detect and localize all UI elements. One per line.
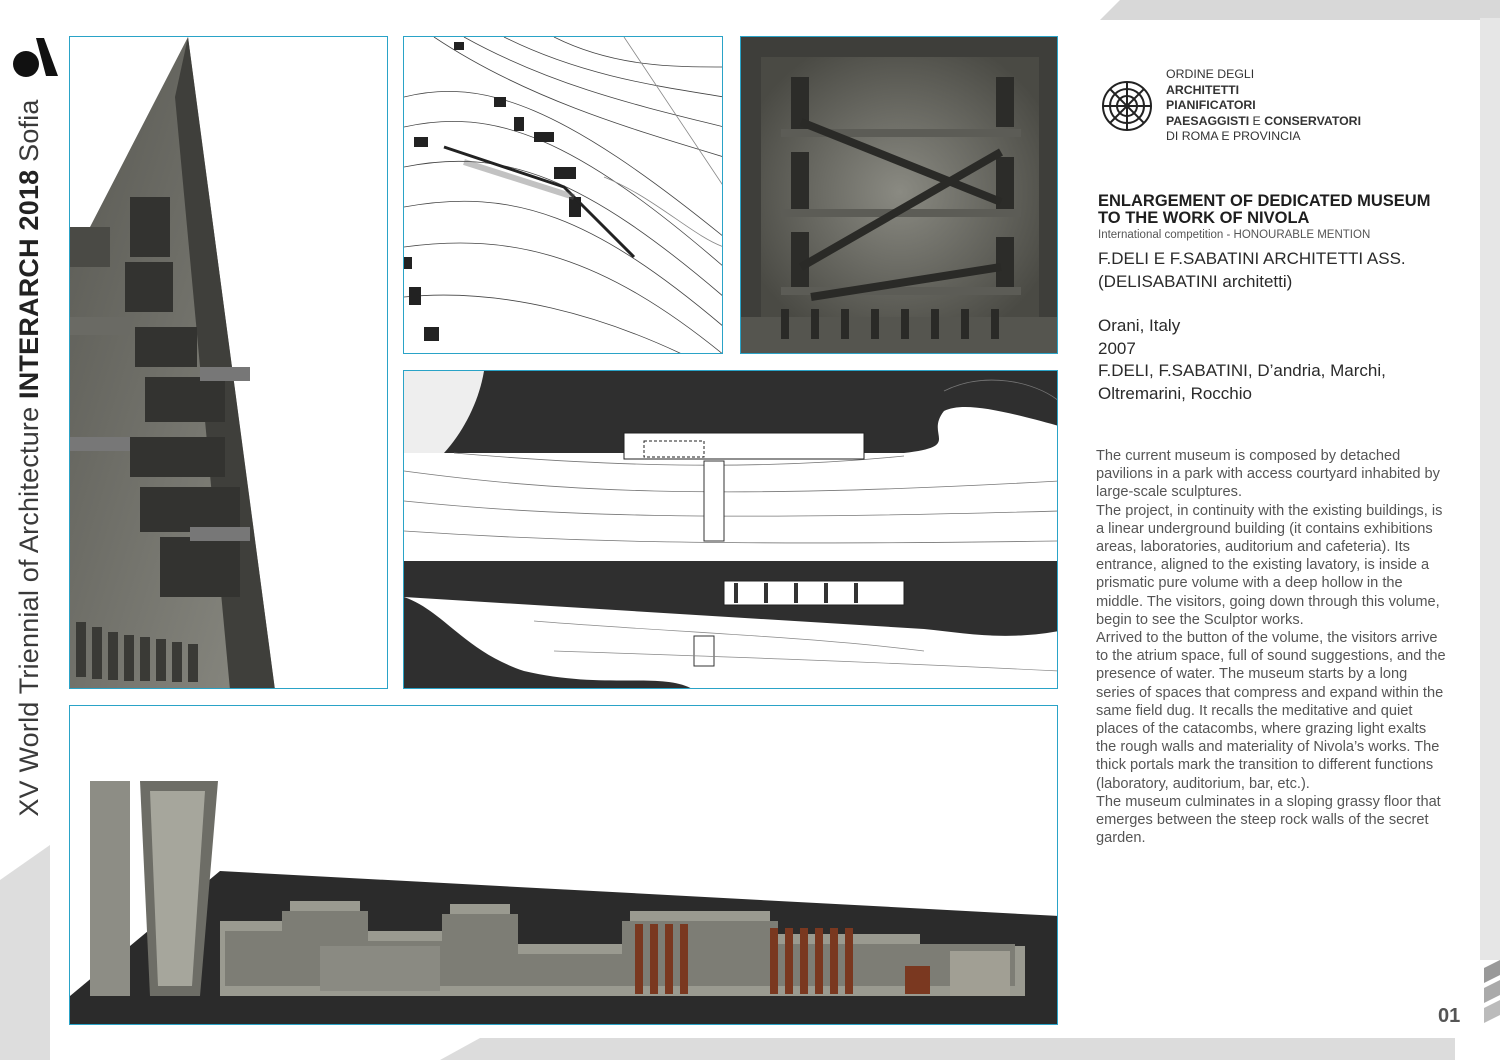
- org-line4b: E: [1249, 113, 1265, 128]
- org-line3: PIANIFICATORI: [1166, 98, 1256, 113]
- project-info: [1098, 315, 1386, 405]
- floor-plans: [403, 370, 1058, 689]
- title-line1: ENLARGEMENT OF DEDICATED MUSEUM: [1098, 192, 1431, 210]
- org-line4c: CONSERVATORI: [1264, 113, 1361, 128]
- render-wall-staircase: [69, 36, 388, 689]
- page-number: 01: [1438, 1005, 1461, 1027]
- sidebar-city: Sofia: [14, 99, 44, 170]
- project-title: [1098, 193, 1430, 227]
- long-section: [69, 705, 1058, 1025]
- team-line2: Oltremarini, Rocchio: [1098, 383, 1252, 403]
- ordine-architetti-logo: [1099, 72, 1155, 140]
- org-line2: ARCHITETTI: [1166, 82, 1240, 97]
- sidebar-line-regular: XV World Triennial of Architecture: [14, 398, 44, 817]
- project-description: The current museum is composed by detached pavilions in a park with access courtyard inhabited by large-scale sculptures. The project, in continuity with the existing buildings, is a linear underground building (it contains exhibitions areas, laboratories, auditorium and cafeteria). Its entrance, aligned to the existing lavatory, is inside a prismatic pure volume with a deep hollow in the middle. The visitors, going down through this volume, begin to see the Sculptor works. Arrived to the button of the volume, the visitors arrive to the atrium space, full of sound suggestions, and the presence of water. The museum starts by a long series of spaces that compress and expand within the same field dug. It recalls the meditative and quiet places of the catacombs, where grazing light exalts the rough walls and materiality of Nivola’s works. The thick portals mark the transition to different functions (laboratory, auditorium, bar, etc.). The museum culminates in a sloping grassy floor that emerges between the steep rock walls of the secret garden.: [1096, 448, 1446, 847]
- title-line2: TO THE WORK OF NIVOLA: [1098, 209, 1310, 227]
- firm-name: [1098, 247, 1406, 293]
- org-line5: DI ROMA E PROVINCIA: [1166, 129, 1301, 144]
- render-interior-stairs: [740, 36, 1058, 354]
- project-year: 2007: [1098, 338, 1136, 358]
- firm-line2: (DELISABATINI architetti): [1098, 272, 1293, 291]
- org-line1: ORDINE DEGLI: [1166, 67, 1255, 81]
- sidebar-line-bold: INTERARCH 2018: [14, 169, 44, 399]
- team-line1: F.DELI, F.SABATINI, D’andria, Marchi,: [1098, 361, 1386, 380]
- project-subtitle: International competition - HONOURABLE MENTION: [1098, 229, 1371, 241]
- org-name: [1166, 67, 1361, 145]
- sidebar-title: [14, 38, 50, 878]
- project-location: Orani, Italy: [1098, 316, 1181, 335]
- site-plan-contours: [403, 36, 723, 354]
- org-line4a: PAESAGGISTI: [1166, 113, 1250, 128]
- firm-line1: F.DELI E F.SABATINI ARCHITETTI ASS.: [1098, 249, 1406, 268]
